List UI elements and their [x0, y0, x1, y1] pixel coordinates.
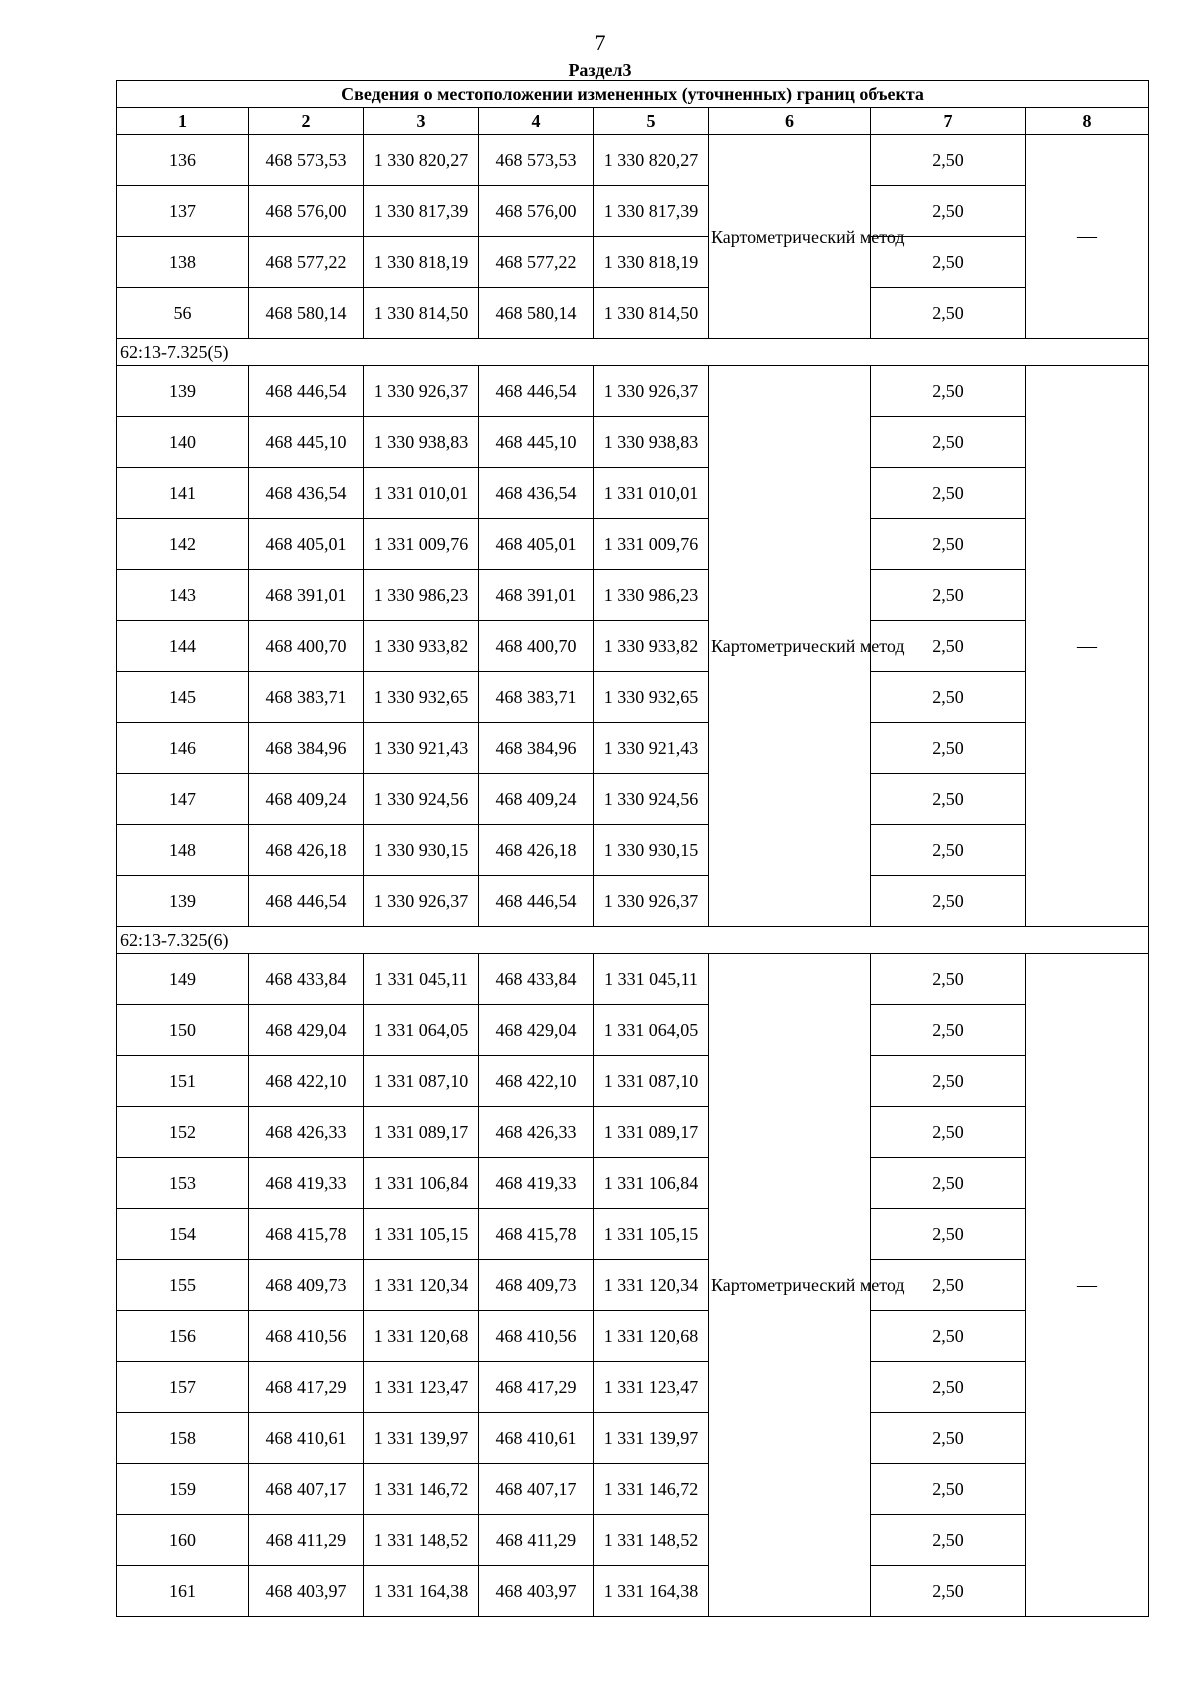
x-existing-cell: 468 405,01	[249, 519, 364, 570]
point-number-cell: 159	[117, 1464, 249, 1515]
x-new-cell: 468 573,53	[479, 135, 594, 186]
x-new-cell: 468 580,14	[479, 288, 594, 339]
point-number-cell: 153	[117, 1158, 249, 1209]
accuracy-cell: 2,50	[871, 1158, 1026, 1209]
point-number-cell: 139	[117, 366, 249, 417]
y-existing-cell: 1 331 045,11	[364, 954, 479, 1005]
x-new-cell: 468 384,96	[479, 723, 594, 774]
x-existing-cell: 468 576,00	[249, 186, 364, 237]
y-existing-cell: 1 331 010,01	[364, 468, 479, 519]
x-new-cell: 468 411,29	[479, 1515, 594, 1566]
column-number-row	[117, 108, 1149, 135]
y-new-cell: 1 330 814,50	[594, 288, 709, 339]
accuracy-cell: 2,50	[871, 825, 1026, 876]
y-new-cell: 1 331 123,47	[594, 1362, 709, 1413]
x-new-cell: 468 407,17	[479, 1464, 594, 1515]
point-number-cell: 137	[117, 186, 249, 237]
y-existing-cell: 1 330 986,23	[364, 570, 479, 621]
point-number-cell: 150	[117, 1005, 249, 1056]
column-number: 6	[709, 108, 871, 135]
x-new-cell: 468 419,33	[479, 1158, 594, 1209]
x-new-cell: 468 383,71	[479, 672, 594, 723]
y-existing-cell: 1 331 089,17	[364, 1107, 479, 1158]
accuracy-cell: 2,50	[871, 1260, 1026, 1311]
y-new-cell: 1 330 938,83	[594, 417, 709, 468]
accuracy-cell: 2,50	[871, 1413, 1026, 1464]
table-row	[117, 1311, 1149, 1362]
x-existing-cell: 468 577,22	[249, 237, 364, 288]
table-row	[117, 1107, 1149, 1158]
y-existing-cell: 1 331 120,68	[364, 1311, 479, 1362]
table-row	[117, 468, 1149, 519]
x-existing-cell: 468 573,53	[249, 135, 364, 186]
y-new-cell: 1 330 926,37	[594, 366, 709, 417]
column-number: 1	[117, 108, 249, 135]
x-existing-cell: 468 580,14	[249, 288, 364, 339]
x-existing-cell: 468 409,24	[249, 774, 364, 825]
table-row	[117, 570, 1149, 621]
y-new-cell: 1 331 064,05	[594, 1005, 709, 1056]
table-row	[117, 825, 1149, 876]
accuracy-cell: 2,50	[871, 237, 1026, 288]
table-row	[117, 288, 1149, 339]
point-number-cell: 158	[117, 1413, 249, 1464]
x-existing-cell: 468 415,78	[249, 1209, 364, 1260]
y-new-cell: 1 330 926,37	[594, 876, 709, 927]
point-number-cell: 160	[117, 1515, 249, 1566]
y-new-cell: 1 330 817,39	[594, 186, 709, 237]
x-new-cell: 468 445,10	[479, 417, 594, 468]
notes-cell: —	[1026, 366, 1149, 927]
point-number-cell: 155	[117, 1260, 249, 1311]
point-number-cell: 141	[117, 468, 249, 519]
accuracy-cell: 2,50	[871, 468, 1026, 519]
x-new-cell: 468 410,61	[479, 1413, 594, 1464]
y-existing-cell: 1 331 139,97	[364, 1413, 479, 1464]
y-existing-cell: 1 330 820,27	[364, 135, 479, 186]
table-row	[117, 621, 1149, 672]
point-number-cell: 139	[117, 876, 249, 927]
x-existing-cell: 468 436,54	[249, 468, 364, 519]
point-number-cell: 142	[117, 519, 249, 570]
y-new-cell: 1 331 164,38	[594, 1566, 709, 1617]
point-number-cell: 140	[117, 417, 249, 468]
accuracy-cell: 2,50	[871, 570, 1026, 621]
table-row	[117, 1158, 1149, 1209]
group-label-row	[117, 927, 1149, 954]
y-existing-cell: 1 330 933,82	[364, 621, 479, 672]
y-new-cell: 1 331 148,52	[594, 1515, 709, 1566]
column-number: 8	[1026, 108, 1149, 135]
accuracy-cell: 2,50	[871, 288, 1026, 339]
y-existing-cell: 1 330 921,43	[364, 723, 479, 774]
y-existing-cell: 1 331 123,47	[364, 1362, 479, 1413]
accuracy-cell: 2,50	[871, 1209, 1026, 1260]
group-label-row	[117, 339, 1149, 366]
x-existing-cell: 468 445,10	[249, 417, 364, 468]
y-new-cell: 1 330 924,56	[594, 774, 709, 825]
section-title: Раздел3	[568, 60, 632, 80]
point-number-cell: 149	[117, 954, 249, 1005]
point-number-cell: 151	[117, 1056, 249, 1107]
x-new-cell: 468 426,18	[479, 825, 594, 876]
x-new-cell: 468 400,70	[479, 621, 594, 672]
x-new-cell: 468 409,73	[479, 1260, 594, 1311]
x-existing-cell: 468 383,71	[249, 672, 364, 723]
point-number-cell: 56	[117, 288, 249, 339]
y-new-cell: 1 331 009,76	[594, 519, 709, 570]
notes-cell: —	[1026, 135, 1149, 339]
accuracy-cell: 2,50	[871, 723, 1026, 774]
accuracy-cell: 2,50	[871, 1005, 1026, 1056]
point-number-cell: 156	[117, 1311, 249, 1362]
x-existing-cell: 468 426,18	[249, 825, 364, 876]
accuracy-cell: 2,50	[871, 417, 1026, 468]
table-row	[117, 1362, 1149, 1413]
table-row	[117, 1413, 1149, 1464]
x-new-cell: 468 577,22	[479, 237, 594, 288]
column-number: 3	[364, 108, 479, 135]
y-new-cell: 1 330 933,82	[594, 621, 709, 672]
accuracy-cell: 2,50	[871, 774, 1026, 825]
x-existing-cell: 468 400,70	[249, 621, 364, 672]
y-new-cell: 1 331 045,11	[594, 954, 709, 1005]
y-existing-cell: 1 331 120,34	[364, 1260, 479, 1311]
x-new-cell: 468 410,56	[479, 1311, 594, 1362]
table-row	[117, 366, 1149, 417]
x-new-cell: 468 391,01	[479, 570, 594, 621]
point-number-cell: 157	[117, 1362, 249, 1413]
y-new-cell: 1 331 087,10	[594, 1056, 709, 1107]
accuracy-cell: 2,50	[871, 621, 1026, 672]
column-number: 4	[479, 108, 594, 135]
y-new-cell: 1 331 139,97	[594, 1413, 709, 1464]
x-new-cell: 468 422,10	[479, 1056, 594, 1107]
y-existing-cell: 1 331 164,38	[364, 1566, 479, 1617]
x-new-cell: 468 433,84	[479, 954, 594, 1005]
table-row	[117, 1260, 1149, 1311]
x-existing-cell: 468 429,04	[249, 1005, 364, 1056]
x-existing-cell: 468 384,96	[249, 723, 364, 774]
y-new-cell: 1 331 120,34	[594, 1260, 709, 1311]
y-existing-cell: 1 330 926,37	[364, 366, 479, 417]
page-number: 7	[594, 30, 606, 55]
point-number-cell: 143	[117, 570, 249, 621]
table-body	[117, 135, 1149, 1617]
accuracy-cell: 2,50	[871, 1311, 1026, 1362]
table-row	[117, 135, 1149, 186]
x-existing-cell: 468 419,33	[249, 1158, 364, 1209]
y-new-cell: 1 330 986,23	[594, 570, 709, 621]
x-existing-cell: 468 410,61	[249, 1413, 364, 1464]
x-new-cell: 468 436,54	[479, 468, 594, 519]
table-row	[117, 519, 1149, 570]
table-row	[117, 417, 1149, 468]
x-existing-cell: 468 411,29	[249, 1515, 364, 1566]
table-row	[117, 237, 1149, 288]
accuracy-cell: 2,50	[871, 1056, 1026, 1107]
x-new-cell: 468 576,00	[479, 186, 594, 237]
x-new-cell: 468 415,78	[479, 1209, 594, 1260]
accuracy-cell: 2,50	[871, 1566, 1026, 1617]
point-number-cell: 147	[117, 774, 249, 825]
x-new-cell: 468 446,54	[479, 366, 594, 417]
y-new-cell: 1 331 146,72	[594, 1464, 709, 1515]
table-row	[117, 672, 1149, 723]
method-cell: Картометрический метод	[709, 954, 871, 1617]
y-new-cell: 1 330 932,65	[594, 672, 709, 723]
point-number-cell: 138	[117, 237, 249, 288]
point-number-cell: 152	[117, 1107, 249, 1158]
notes-cell: —	[1026, 954, 1149, 1617]
x-existing-cell: 468 403,97	[249, 1566, 364, 1617]
x-new-cell: 468 446,54	[479, 876, 594, 927]
y-existing-cell: 1 331 087,10	[364, 1056, 479, 1107]
boundary-coordinates-table	[116, 80, 1149, 1617]
method-cell: Картометрический метод	[709, 135, 871, 339]
table-row	[117, 1005, 1149, 1056]
x-new-cell: 468 417,29	[479, 1362, 594, 1413]
point-number-cell: 146	[117, 723, 249, 774]
point-number-cell: 144	[117, 621, 249, 672]
table-row	[117, 186, 1149, 237]
x-existing-cell: 468 391,01	[249, 570, 364, 621]
y-existing-cell: 1 330 930,15	[364, 825, 479, 876]
table-row	[117, 954, 1149, 1005]
accuracy-cell: 2,50	[871, 672, 1026, 723]
table-row	[117, 1056, 1149, 1107]
column-number: 7	[871, 108, 1026, 135]
accuracy-cell: 2,50	[871, 1362, 1026, 1413]
table-row	[117, 1464, 1149, 1515]
y-new-cell: 1 331 105,15	[594, 1209, 709, 1260]
y-existing-cell: 1 331 105,15	[364, 1209, 479, 1260]
y-existing-cell: 1 331 106,84	[364, 1158, 479, 1209]
method-cell: Картометрический метод	[709, 366, 871, 927]
y-existing-cell: 1 330 924,56	[364, 774, 479, 825]
accuracy-cell: 2,50	[871, 1515, 1026, 1566]
point-number-cell: 161	[117, 1566, 249, 1617]
x-existing-cell: 468 410,56	[249, 1311, 364, 1362]
x-existing-cell: 468 407,17	[249, 1464, 364, 1515]
table-row	[117, 1209, 1149, 1260]
x-new-cell: 468 426,33	[479, 1107, 594, 1158]
group-label: 62:13-7.325(5)	[117, 339, 1149, 366]
y-existing-cell: 1 331 009,76	[364, 519, 479, 570]
table-title: Сведения о местоположении измененных (уточненных) границ объекта	[117, 81, 1149, 108]
y-new-cell: 1 330 818,19	[594, 237, 709, 288]
y-new-cell: 1 330 921,43	[594, 723, 709, 774]
x-new-cell: 468 409,24	[479, 774, 594, 825]
point-number-cell: 148	[117, 825, 249, 876]
accuracy-cell: 2,50	[871, 186, 1026, 237]
point-number-cell: 154	[117, 1209, 249, 1260]
y-new-cell: 1 330 820,27	[594, 135, 709, 186]
table-row	[117, 876, 1149, 927]
point-number-cell: 145	[117, 672, 249, 723]
y-existing-cell: 1 331 148,52	[364, 1515, 479, 1566]
y-existing-cell: 1 331 146,72	[364, 1464, 479, 1515]
y-new-cell: 1 331 106,84	[594, 1158, 709, 1209]
table-row	[117, 723, 1149, 774]
y-existing-cell: 1 330 938,83	[364, 417, 479, 468]
x-new-cell: 468 405,01	[479, 519, 594, 570]
y-existing-cell: 1 330 814,50	[364, 288, 479, 339]
x-new-cell: 468 403,97	[479, 1566, 594, 1617]
column-number: 5	[594, 108, 709, 135]
accuracy-cell: 2,50	[871, 1464, 1026, 1515]
y-existing-cell: 1 331 064,05	[364, 1005, 479, 1056]
y-new-cell: 1 331 010,01	[594, 468, 709, 519]
y-existing-cell: 1 330 926,37	[364, 876, 479, 927]
x-existing-cell: 468 446,54	[249, 366, 364, 417]
table-title-row	[117, 81, 1149, 108]
accuracy-cell: 2,50	[871, 954, 1026, 1005]
y-new-cell: 1 331 120,68	[594, 1311, 709, 1362]
x-existing-cell: 468 422,10	[249, 1056, 364, 1107]
table-row	[117, 1566, 1149, 1617]
table-row	[117, 1515, 1149, 1566]
y-existing-cell: 1 330 932,65	[364, 672, 479, 723]
x-existing-cell: 468 433,84	[249, 954, 364, 1005]
table-row	[117, 774, 1149, 825]
group-label: 62:13-7.325(6)	[117, 927, 1149, 954]
x-existing-cell: 468 409,73	[249, 1260, 364, 1311]
y-new-cell: 1 331 089,17	[594, 1107, 709, 1158]
accuracy-cell: 2,50	[871, 1107, 1026, 1158]
y-existing-cell: 1 330 818,19	[364, 237, 479, 288]
y-existing-cell: 1 330 817,39	[364, 186, 479, 237]
column-number: 2	[249, 108, 364, 135]
point-number-cell: 136	[117, 135, 249, 186]
x-new-cell: 468 429,04	[479, 1005, 594, 1056]
x-existing-cell: 468 426,33	[249, 1107, 364, 1158]
accuracy-cell: 2,50	[871, 519, 1026, 570]
x-existing-cell: 468 446,54	[249, 876, 364, 927]
x-existing-cell: 468 417,29	[249, 1362, 364, 1413]
accuracy-cell: 2,50	[871, 366, 1026, 417]
y-new-cell: 1 330 930,15	[594, 825, 709, 876]
accuracy-cell: 2,50	[871, 876, 1026, 927]
accuracy-cell: 2,50	[871, 135, 1026, 186]
